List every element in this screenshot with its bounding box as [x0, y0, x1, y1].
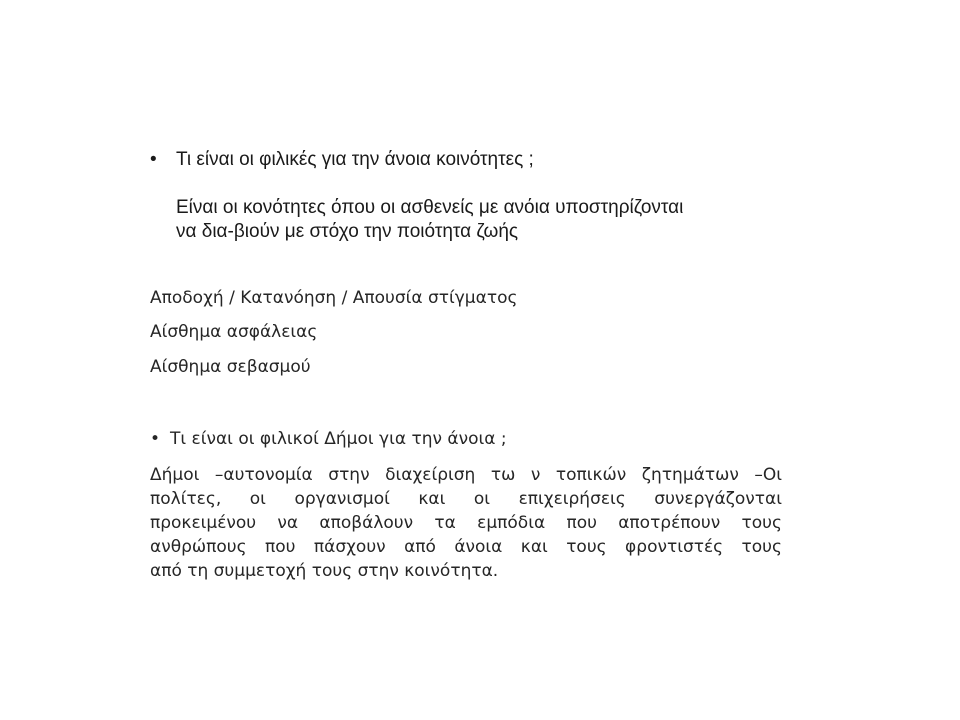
item-safety: Αίσθημα ασφάλειας [150, 322, 318, 342]
paragraph-line: από τη συμμετοχή τους στην κοινότητα. [150, 561, 499, 581]
bullet-icon: • [150, 429, 161, 449]
question-friendly-municipalities [150, 427, 507, 451]
item-acceptance: Αποδοχή / Κατανόηση / Απουσία στίγματος [150, 288, 518, 308]
paragraph-line: προκειμένου να αποβάλουν τα εμπόδια που αποτρέπουν τους [150, 513, 782, 533]
answer-line: να δια-βιούν με στόχο την ποιότητα ζωής [176, 221, 519, 242]
paragraph-municipalities [150, 463, 782, 583]
section-friendly-communities [150, 148, 790, 242]
paragraph-line: Δήμοι –αυτονομία στην διαχείριση τω ν τοπικών ζητημάτων –Οι [150, 465, 782, 485]
item-respect: Αίσθημα σεβασμού [150, 357, 311, 377]
answer-line: Είναι οι κονότητες όπου οι ασθενείς με ανόια υποστηρίζονται [176, 197, 684, 218]
paragraph-line: πολίτες, οι οργανισμοί και οι επιχειρήσεις συνεργάζονται [150, 489, 782, 509]
paragraph-line: ανθρώπους που πάσχουν από άνοια και τους φροντιστές τους [150, 537, 782, 557]
question-text: Τι είναι οι φιλικοί Δήμοι για την άνοια ; [170, 429, 507, 449]
question-friendly-communities: Τι είναι οι φιλικές για την άνοια κοινότητες ; [176, 149, 534, 170]
answer-friendly-communities [176, 196, 796, 244]
bullet-icon: • [150, 149, 157, 170]
